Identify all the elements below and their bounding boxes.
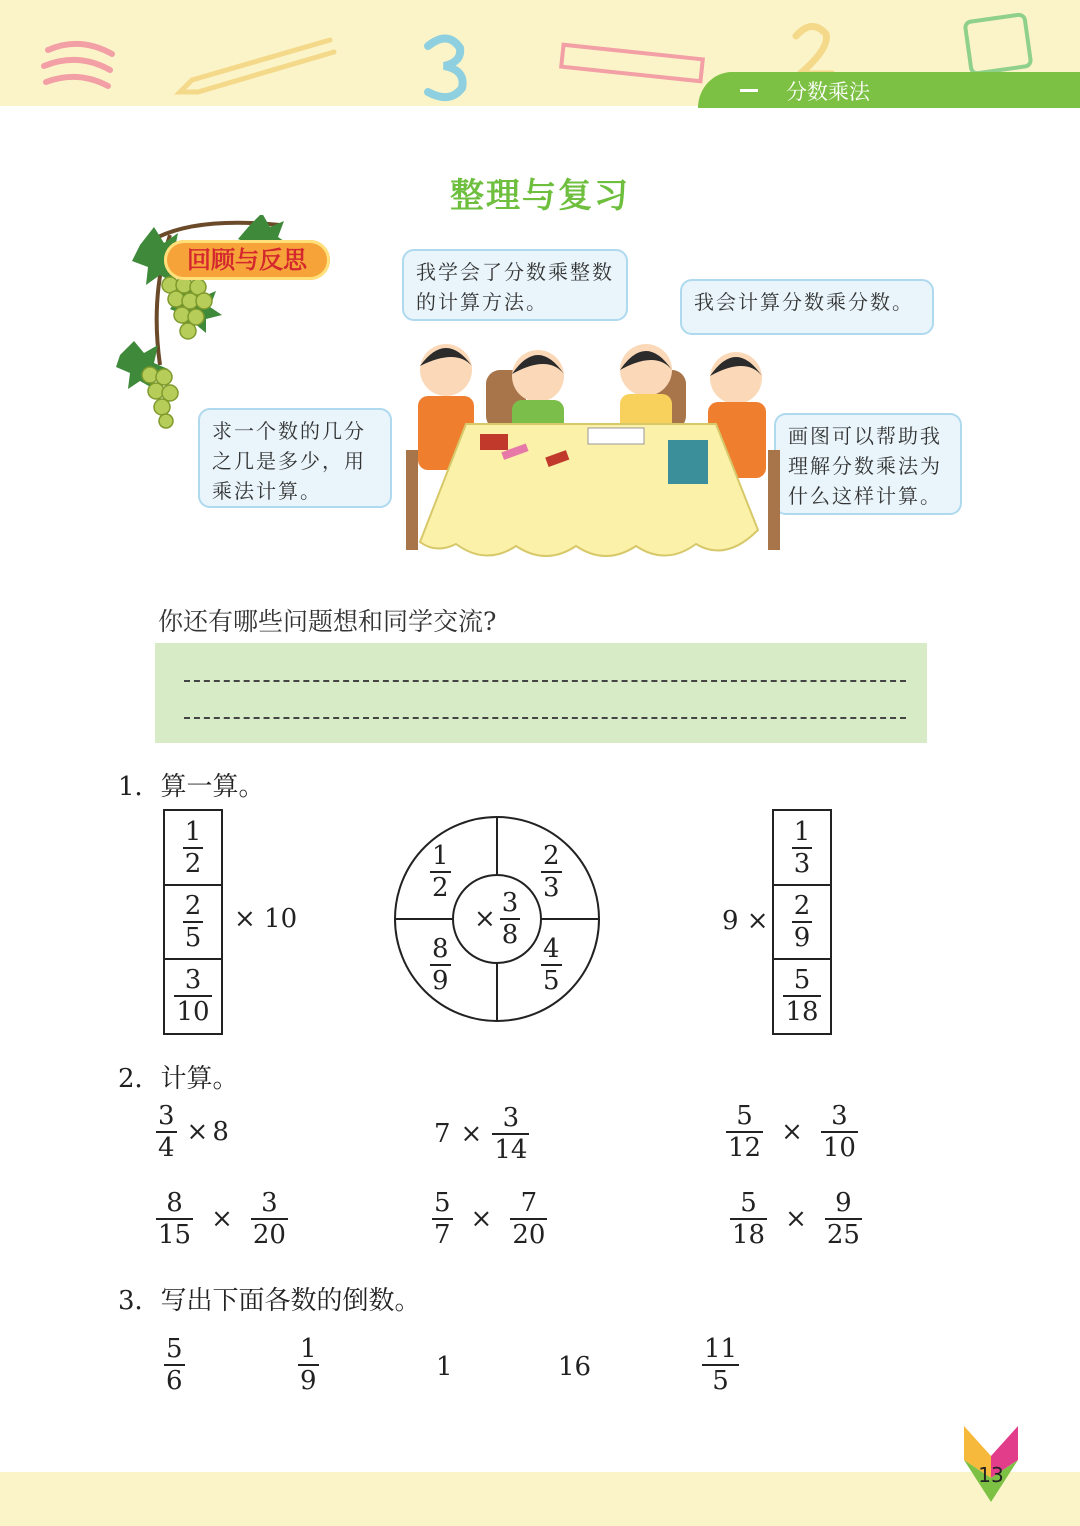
footer-band [0, 1472, 1080, 1526]
page-corner-badge [960, 1420, 1022, 1504]
exercise-3-label: 3．写出下面各数的倒数。 [118, 1286, 421, 1316]
chapter-title: 分数乘法 [786, 80, 870, 104]
reciprocal-item: $\frac{5}{6}$ [166, 1334, 183, 1396]
calc-item: $\frac{5}{18}$ × $\frac{9}{25}$ [732, 1188, 860, 1250]
speech-bubble-2: 我会计算分数乘分数。 [680, 279, 934, 335]
fraction-cell: $\frac{5}{18}$ [785, 965, 819, 1027]
discussion-question: 你还有哪些问题想和同学交流? [158, 607, 497, 636]
speech-bubble-3: 求一个数的几分之几是多少，用乘法计算。 [198, 408, 392, 508]
page-number: 13 [978, 1463, 1004, 1487]
ruler-doodle [561, 45, 703, 82]
answer-line-2 [184, 717, 906, 719]
exercise-1-left-column [163, 809, 223, 1035]
fraction-cell: $\frac{2}{5}$ [184, 891, 202, 953]
reciprocal-item: 16 [558, 1352, 592, 1382]
multiplier-prefix: 9 × [722, 906, 769, 936]
reciprocal-item: $\frac{11}{5}$ [704, 1334, 738, 1396]
calculator-doodle [965, 14, 1032, 74]
multiplier-label: × 10 [234, 904, 298, 934]
eraser-doodle [44, 44, 112, 86]
wheel-center: × $\frac{3}{8}$ [474, 888, 519, 950]
review-reflect-badge: 回顾与反思 [164, 240, 330, 280]
reciprocal-item: $\frac{1}{9}$ [300, 1334, 317, 1396]
exercise-2-label: 2．计算。 [118, 1064, 239, 1094]
fraction-cell: $\frac{3}{10}$ [176, 965, 210, 1027]
number-two-doodle [796, 26, 832, 74]
fraction-cell: $\frac{1}{3}$ [793, 817, 811, 879]
calc-item: $\frac{3}{4}$ × 8 [158, 1101, 229, 1163]
wheel-fraction: $\frac{8}{9}$ [432, 934, 449, 996]
pencil-doodle [180, 40, 334, 92]
speech-bubble-4: 画图可以帮助我理解分数乘法为什么这样计算。 [774, 413, 962, 515]
speech-bubble-1: 我学会了分数乘整数的计算方法。 [402, 249, 628, 321]
fraction-cell: $\frac{1}{2}$ [184, 817, 202, 879]
exercise-1-label: 1．算一算。 [118, 772, 265, 802]
chapter-number-dash [740, 89, 758, 92]
calc-item: $\frac{5}{7}$ × $\frac{7}{20}$ [434, 1188, 546, 1250]
answer-line-1 [184, 680, 906, 682]
reciprocal-item: 1 [436, 1352, 453, 1382]
number-three-doodle [428, 38, 463, 97]
exercise-1-right-column [772, 809, 832, 1035]
times-sign: × [474, 904, 496, 934]
children-at-table-illustration [396, 330, 794, 575]
calc-item: $\frac{5}{12}$ × $\frac{3}{10}$ [728, 1101, 856, 1163]
page-title: 整理与复习 [450, 176, 630, 216]
wheel-fraction: $\frac{2}{3}$ [543, 841, 560, 903]
calc-item: 7 × $\frac{3}{14}$ [434, 1103, 528, 1165]
fraction-cell: $\frac{2}{9}$ [793, 891, 811, 953]
wheel-fraction: $\frac{4}{5}$ [543, 934, 560, 996]
calc-item: $\frac{8}{15}$ × $\frac{3}{20}$ [158, 1188, 286, 1250]
answer-box[interactable] [155, 643, 927, 743]
wheel-fraction: $\frac{1}{2}$ [432, 841, 449, 903]
